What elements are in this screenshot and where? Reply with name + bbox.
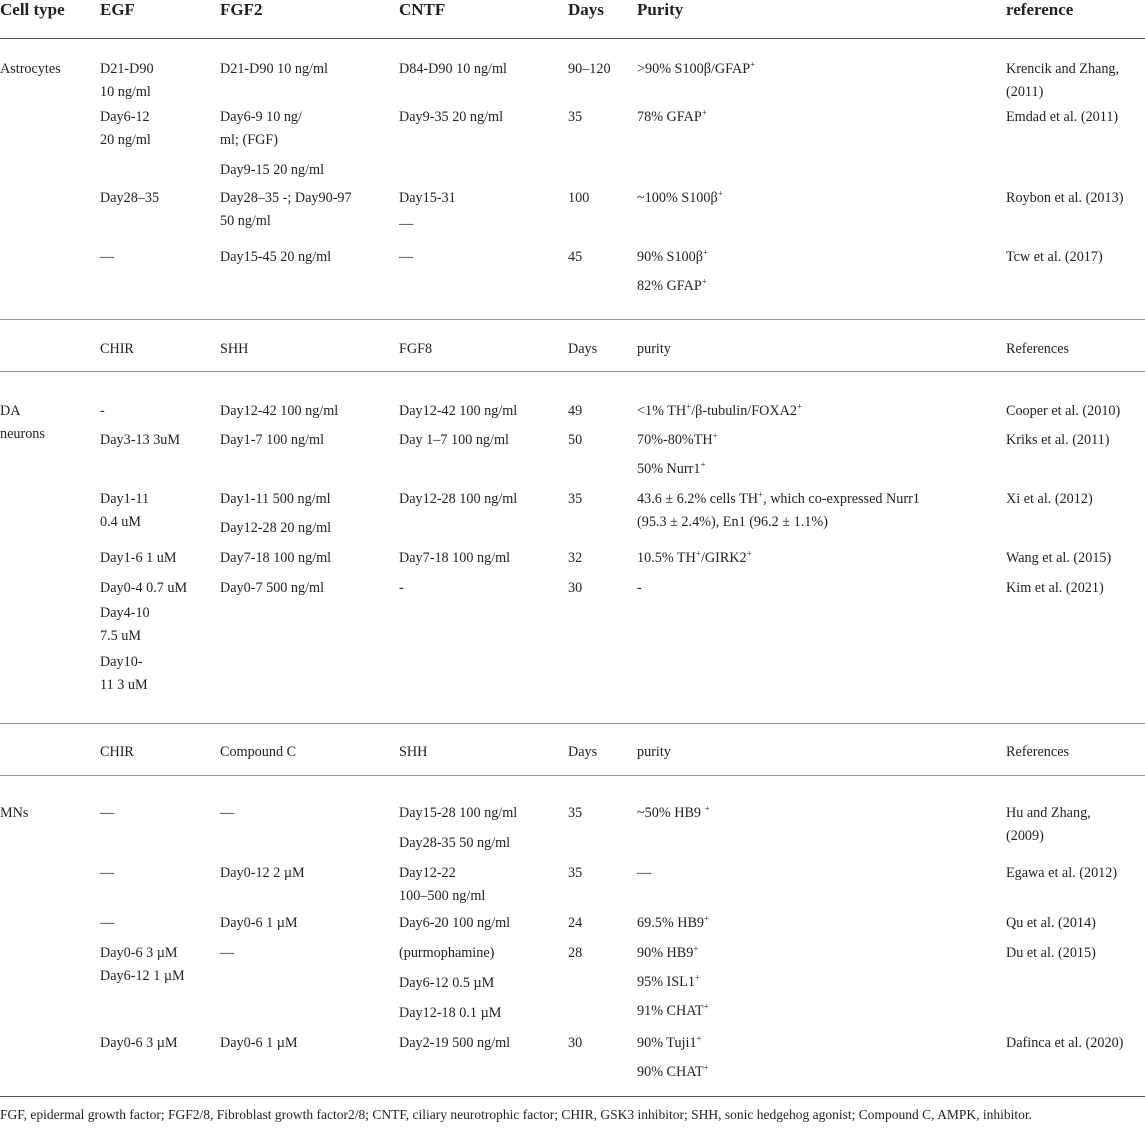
table-cell-col1: Day10- <box>100 654 143 670</box>
table-cell-reference: (2011) <box>1006 84 1044 100</box>
table-cell-col1: 0.4 uM <box>100 514 141 530</box>
table-cell-purity: 90% S100β+ <box>637 247 709 265</box>
table-cell-col1: — <box>100 865 115 881</box>
table-cell-days: 49 <box>568 403 583 419</box>
header-cntf: CNTF <box>399 0 446 19</box>
table-cell-col3: D84-D90 10 ng/ml <box>399 61 507 77</box>
table-cell-purity: 10.5% TH+/GIRK2+ <box>637 548 752 566</box>
header-fgf2: FGF2 <box>220 0 263 19</box>
subheader-reference: References <box>1006 744 1070 760</box>
table-cell-reference: Du et al. (2015) <box>1006 945 1096 961</box>
subheader-col2: SHH <box>220 341 249 357</box>
table-cell-col1: Day1-6 1 uM <box>100 550 177 566</box>
table-cell-col2: Day28–35 -; Day90-97 <box>220 190 352 206</box>
table-cell-col3: (purmophamine) <box>399 945 495 961</box>
table-cell-col1: - <box>100 403 105 419</box>
table-cell-purity: >90% S100β/GFAP+ <box>637 59 756 77</box>
table-cell-days: 30 <box>568 580 583 596</box>
cell-type-label: DA <box>0 403 21 419</box>
table-cell-days: 100 <box>568 190 590 206</box>
table-cell-col2: Day1-11 500 ng/ml <box>220 491 331 507</box>
subheader-purity: purity <box>637 744 671 760</box>
table-cell-col3: Day7-18 100 ng/ml <box>399 550 511 566</box>
subheader-col1: CHIR <box>100 744 134 760</box>
table-cell-reference: Hu and Zhang, <box>1006 805 1091 821</box>
table-cell-reference: Xi et al. (2012) <box>1006 491 1093 507</box>
table-cell-col2: 50 ng/ml <box>220 213 271 229</box>
table-cell-purity: — <box>637 865 652 881</box>
header-egf: EGF <box>100 0 135 19</box>
table-cell-purity: ~100% S100β+ <box>637 188 723 206</box>
table-cell-purity: 50% Nurr1+ <box>637 459 706 477</box>
table-header <box>0 0 1145 39</box>
header-purity: Purity <box>637 0 684 19</box>
subheader-col3: SHH <box>399 744 428 760</box>
table-cell-days: 32 <box>568 550 583 566</box>
table-cell-col2: Day7-18 100 ng/ml <box>220 550 332 566</box>
table-cell-col1: 11 3 uM <box>100 677 148 693</box>
table-cell-reference: (2009) <box>1006 828 1044 844</box>
table-cell-col1: — <box>100 805 115 821</box>
table-cell-days: 30 <box>568 1035 583 1051</box>
table-cell-col1: Day6-12 1 µM <box>100 968 185 984</box>
table-cell-reference: Kim et al. (2021) <box>1006 580 1104 596</box>
table-cell-col1: Day0-6 3 µM <box>100 945 178 961</box>
table-cell-purity: 69.5% HB9+ <box>637 913 710 931</box>
table-cell-col3: Day6-20 100 ng/ml <box>399 915 511 931</box>
table-cell-days: 90–120 <box>568 61 611 77</box>
table-cell-days: 28 <box>568 945 583 961</box>
table-cell-col1: — <box>100 249 115 265</box>
table-cell-col2: Day0-6 1 µM <box>220 1035 298 1051</box>
table-cell-col1: Day4-10 <box>100 605 150 621</box>
table-cell-col3: Day 1–7 100 ng/ml <box>399 432 509 448</box>
table-cell-days: 50 <box>568 432 583 448</box>
table-cell-col3: Day12-22 <box>399 865 456 881</box>
table-cell-purity: 90% HB9+ <box>637 943 699 961</box>
table-cell-col3: Day15-31 <box>399 190 456 206</box>
table-cell-purity: - <box>637 580 642 596</box>
subheader-reference: References <box>1006 341 1070 357</box>
table-cell-col1: Day28–35 <box>100 190 160 206</box>
table-cell-col2: ml; (FGF) <box>220 132 278 148</box>
table-cell-col3: Day6-12 0.5 µM <box>399 975 495 991</box>
table-cell-reference: Wang et al. (2015) <box>1006 550 1112 566</box>
table-cell-purity: 95% ISL1+ <box>637 972 701 990</box>
table-cell-purity: 90% Tuji1+ <box>637 1033 702 1051</box>
cell-type-label: MNs <box>0 805 29 821</box>
table-cell-col3: Day9-35 20 ng/ml <box>399 109 504 125</box>
table-cell-col1: — <box>100 915 115 931</box>
table-cell-col1: 10 ng/ml <box>100 84 151 100</box>
table-cell-col1: 20 ng/ml <box>100 132 151 148</box>
table-cell-reference: Qu et al. (2014) <box>1006 915 1096 931</box>
table-cell-days: 35 <box>568 109 583 125</box>
table-cell-reference: Krencik and Zhang, <box>1006 61 1120 77</box>
subheader-days: Days <box>568 744 598 760</box>
table-cell-days: 35 <box>568 865 583 881</box>
cell-type-label: Astrocytes <box>0 61 61 77</box>
header-days: Days <box>568 0 604 19</box>
table-cell-col2: Day12-42 100 ng/ml <box>220 403 339 419</box>
subheader-col2: Compound C <box>220 744 297 760</box>
table-cell-col3: Day28-35 50 ng/ml <box>399 835 511 851</box>
table-bottom-rule <box>0 1096 1145 1097</box>
table-cell-col1: Day0-6 3 µM <box>100 1035 178 1051</box>
table-cell-reference: Roybon et al. (2013) <box>1006 190 1124 206</box>
table-cell-purity: 43.6 ± 6.2% cells TH+, which co-expressed Nurr1 <box>637 489 920 507</box>
table-cell-col2: Day9-15 20 ng/ml <box>220 162 325 178</box>
subheader-days: Days <box>568 341 598 357</box>
table-cell-col1: Day6-12 <box>100 109 150 125</box>
subheader-divider <box>0 775 1145 776</box>
table-cell-col3: Day15-28 100 ng/ml <box>399 805 518 821</box>
table-cell-days: 45 <box>568 249 583 265</box>
table-cell-purity: 70%-80%TH+ <box>637 430 718 448</box>
header-cell-type: Cell type <box>0 0 65 19</box>
section-divider <box>0 319 1145 320</box>
table-cell-col1: Day3-13 3uM <box>100 432 180 448</box>
table-cell-col3: — <box>399 216 414 232</box>
table-cell-col2: Day6-9 10 ng/ <box>220 109 302 125</box>
table-cell-col2: Day0-6 1 µM <box>220 915 298 931</box>
table-cell-col1: D21-D90 <box>100 61 154 77</box>
table-cell-col3: Day12-18 0.1 µM <box>399 1005 502 1021</box>
table-cell-col2: Day12-28 20 ng/ml <box>220 520 332 536</box>
table-cell-col3: - <box>399 580 404 596</box>
table-cell-reference: Kriks et al. (2011) <box>1006 432 1110 448</box>
table-cell-col3: 100–500 ng/ml <box>399 888 486 904</box>
table-cell-purity: <1% TH+/β-tubulin/FOXA2+ <box>637 401 803 419</box>
table-cell-days: 24 <box>568 915 583 931</box>
table-cell-col2: Day1-7 100 ng/ml <box>220 432 325 448</box>
table-cell-purity: 90% CHAT+ <box>637 1062 709 1080</box>
table-cell-reference: Dafinca et al. (2020) <box>1006 1035 1124 1051</box>
table-cell-days: 35 <box>568 805 583 821</box>
table-cell-col1: 7.5 uM <box>100 628 141 644</box>
cell-type-label: neurons <box>0 426 45 442</box>
subheader-divider <box>0 371 1145 372</box>
table-cell-reference: Emdad et al. (2011) <box>1006 109 1119 125</box>
table-cell-purity: ~50% HB9 + <box>637 803 710 821</box>
table-cell-col2: Day0-12 2 µM <box>220 865 305 881</box>
table-cell-col3: — <box>399 249 414 265</box>
table-cell-purity: (95.3 ± 2.4%), En1 (96.2 ± 1.1%) <box>637 514 828 530</box>
table-cell-purity: 82% GFAP+ <box>637 276 707 294</box>
table-cell-purity: 91% CHAT+ <box>637 1001 709 1019</box>
header-reference: reference <box>1006 0 1074 19</box>
subheader-col3: FGF8 <box>399 341 433 357</box>
table-cell-col2: D21-D90 10 ng/ml <box>220 61 328 77</box>
table-cell-col2: Day15-45 20 ng/ml <box>220 249 332 265</box>
table-cell-reference: Tcw et al. (2017) <box>1006 249 1103 265</box>
subheader-col1: CHIR <box>100 341 134 357</box>
table-cell-col2: — <box>220 945 235 961</box>
table-cell-col1: Day1-11 <box>100 491 150 507</box>
table-cell-col3: Day12-42 100 ng/ml <box>399 403 518 419</box>
table-cell-reference: Egawa et al. (2012) <box>1006 865 1118 881</box>
footnote: FGF, epidermal growth factor; FGF2/8, Fibroblast growth factor2/8; CNTF, ciliary neurotrophic factor; CHIR, GSK3 inhibitor; SHH, sonic hedgehog agonist; Compound C, AMPK, inhibitor. <box>0 1107 1033 1122</box>
table-cell-col3: Day12-28 100 ng/ml <box>399 491 518 507</box>
table-cell-col3: Day2-19 500 ng/ml <box>399 1035 511 1051</box>
table-cell-purity: 78% GFAP+ <box>637 107 707 125</box>
subheader-purity: purity <box>637 341 671 357</box>
table-cell-col2: — <box>220 805 235 821</box>
section-divider <box>0 723 1145 724</box>
table-cell-col1: Day0-4 0.7 uM <box>100 580 188 596</box>
table-cell-reference: Cooper et al. (2010) <box>1006 403 1121 419</box>
table-cell-col2: Day0-7 500 ng/ml <box>220 580 325 596</box>
table-cell-days: 35 <box>568 491 583 507</box>
